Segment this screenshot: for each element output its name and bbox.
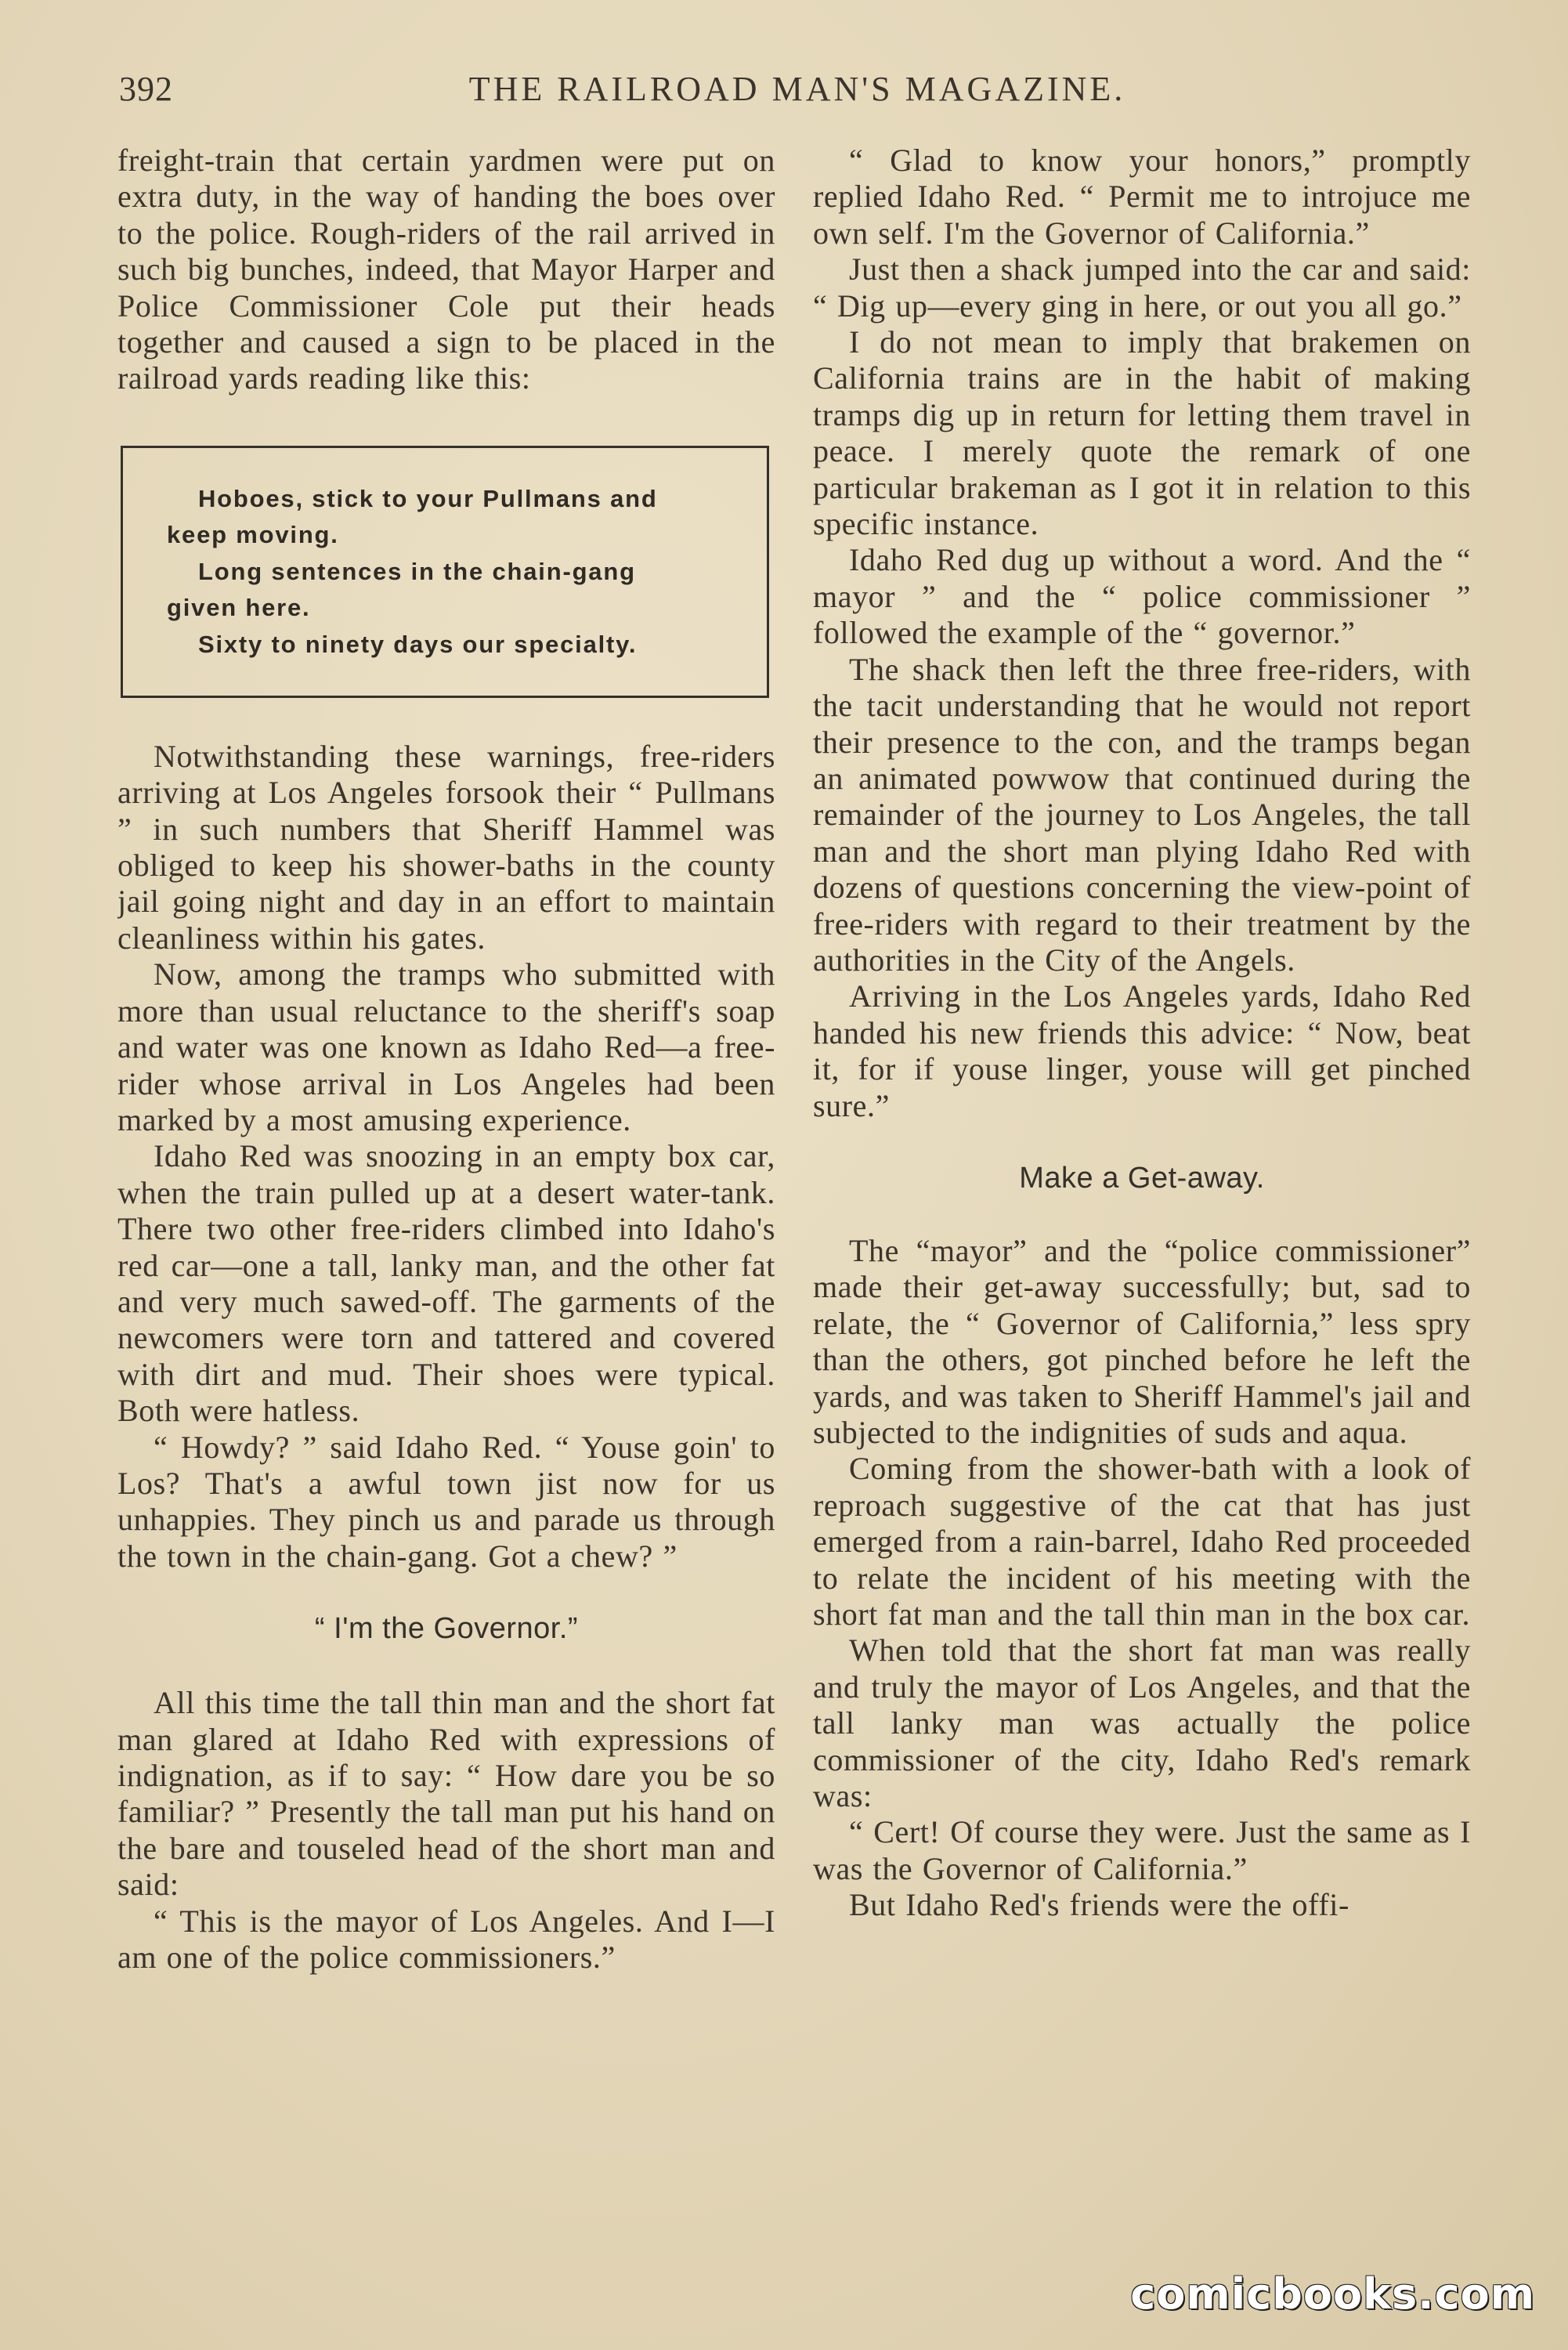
paragraph: Idaho Red dug up without a word. And the “ mayor ” and the “ police commissioner ” followed the example of the “ governor.” [813, 542, 1471, 651]
notice-line: given here. [167, 594, 311, 622]
paragraph: Notwithstanding these warnings, free-riders arriving at Los Angeles forsook their “ Pullmans ” in such numbers that Sheriff Hammel was obliged to keep his shower-baths in the county jail going night and day in an effort to maintain cleanliness within his gates. [117, 738, 775, 956]
left-column [117, 143, 775, 2218]
paragraph: Idaho Red was snoozing in an empty box car, when the train pulled up at a desert water-tank. There two other free-riders climbed into Idaho's red car—one a tall, lanky man, and the other fat and very much sawed-off. The garments of the newcomers were torn and tattered and covered with dirt and mud. Their shoes were typical. Both were hatless. [117, 1138, 775, 1429]
paragraph: I do not mean to imply that brakemen on California trains are in the habit of making tramps dig up in return for letting them travel in peace. I merely quote the remark of one particular brakeman as I got it in relation to this specific instance. [813, 324, 1471, 542]
paragraph: Coming from the shower-bath with a look of reproach suggestive of the cat that has just emerged from a rain-barrel, Idaho Red proceeded to relate the incident of his meeting with the short fat man and the tall thin man in the box car. [813, 1451, 1471, 1632]
paragraph: “ Cert! Of course they were. Just the same as I was the Governor of California.” [813, 1814, 1471, 1886]
paragraph: When told that the short fat man was really and truly the mayor of Los Angeles, and that the tall lanky man was actually the police commissioner of the city, Idaho Red's remark was: [813, 1632, 1471, 1814]
paragraph: Arriving in the Los Angeles yards, Idaho Red handed his new friends this advice: “ Now, beat it, for if youse linger, youse will get pinched sure.” [813, 978, 1471, 1123]
page-header [119, 69, 1476, 124]
notice-line: Long sentences in the chain-gang [198, 557, 636, 585]
paragraph: But Idaho Red's friends were the offi- [849, 1887, 1349, 1923]
paragraph: “ Howdy? ” said Idaho Red. “ Youse goin' to Los? That's a awful town jist now for us unhappies. They pinch us and parade us through the town in the chain-gang. Got a chew? ” [117, 1429, 775, 1574]
notice-line: keep moving. [167, 521, 339, 549]
intro-paragraph: freight-train that certain yardmen were put on extra duty, in the way of handing the boes over to the police. Rough-riders of the rail arrived in such big bunches, indeed, that Mayor Harper and Police Commissioner Cole put their heads together and caused a sign to be placed in the railroad yards reading like this: [117, 143, 775, 396]
right-column [813, 143, 1471, 2218]
paragraph: The “mayor” and the “police commissioner” made their get-away successfully; but, sad to relate, the “ Governor of California,” less spry than the others, got pinched before he left the yards, and was taken to Sheriff Hammel's jail and subjected to the indignities of suds and aqua. [813, 1232, 1471, 1450]
paragraph: “ This is the mayor of Los Angeles. And I—I am one of the police commissioners.” [117, 1903, 775, 1976]
paragraph: Now, among the tramps who submitted with more than usual reluctance to the sheriff's soap and water was one known as Idaho Red—a free-rider whose arrival in Los Angeles had been marked by a most amusing experience. [117, 956, 775, 1137]
section-heading: “ I'm the Governor.” [314, 1612, 579, 1646]
watermark: comicbooks.com [1130, 2269, 1535, 2319]
page-number: 392 [119, 70, 173, 108]
notice-line: Hoboes, stick to your Pullmans and [198, 484, 658, 512]
paragraph: “ Glad to know your honors,” promptly replied Idaho Red. “ Permit me to introjuce me own self. I'm the Governor of California.” [813, 143, 1471, 251]
notice-box [121, 446, 769, 698]
paragraph: The shack then left the three free-riders, with the tacit understanding that he would not report their presence to the con, and the tramps began an animated powwow that continued during the remainder of the journey to Los Angeles, the tall man and the short man plying Idaho Red with dozens of questions concerning the view-point of free-riders with regard to their treatment by the authorities in the City of the Angels. [813, 651, 1471, 978]
paragraph: All this time the tall thin man and the short fat man glared at Idaho Red with expressions of indignation, as if to say: “ How dare you be so familiar? ” Presently the tall man put his hand on the bare and touseled head of the short man and said: [117, 1685, 775, 1903]
notice-line: Sixty to ninety days our specialty. [198, 630, 638, 658]
paragraph: Just then a shack jumped into the car and said: “ Dig up—every ging in here, or out you all go.” [813, 251, 1471, 324]
section-heading: Make a Get-away. [1019, 1161, 1265, 1195]
running-title: THE RAILROAD MAN'S MAGAZINE. [468, 70, 1126, 108]
